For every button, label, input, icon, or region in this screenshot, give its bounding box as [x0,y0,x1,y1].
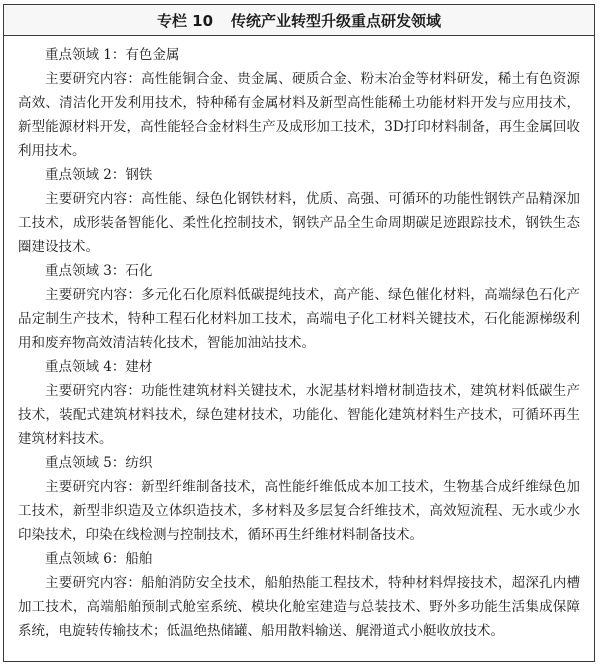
section-textile [18,451,580,547]
section-title: 重点领域 6：船舶 [45,551,153,567]
section-body: 主要研究内容：多元化石化原料低碳提纯技术，高产能、绿色催化材料，高端绿色石化产品定制生产技术，特种工程石化材料加工技术，高端电子化工材料关键技术，石化能源梯级利用和废弃物高效清洁转化技术，智能加油站技术。 [18,287,580,351]
box-label: 专栏 10 [156,11,214,30]
section-title: 重点领域 5：纺织 [45,455,153,471]
section-petrochemical [18,259,580,355]
section-body: 主要研究内容：船舶消防安全技术，船舶热能工程技术，特种材料焊接技术，超深孔内槽加工技术，高端船舶预制式舱室系统、模块化舱室建造与总装技术、野外多功能生活集成保障系统，电旋转传输技术；低温绝热储罐、船用散料输送、艉滑道式小艇收放技术。 [18,575,580,639]
box-header [4,5,594,36]
section-title: 重点领域 1：有色金属 [45,47,180,63]
section-body: 主要研究内容：新型纤维制备技术，高性能纤维低成本加工技术，生物基合成纤维绿色加工技术，新型非织造及立体织造技术，多材料及多层复合纤维技术，高效短流程、无水或少水印染技术，印染在线检测与控制技术，循环再生纤维材料制备技术。 [18,479,580,543]
section-shipbuilding [18,547,580,643]
section-body: 主要研究内容：高性能、绿色化钢铁材料，优质、高强、可循环的功能性钢铁产品精深加工技术，成形装备智能化、柔性化控制技术，钢铁产品全生命周期碳足迹跟踪技术，钢铁生态圈建设技术。 [18,191,580,255]
section-steel [18,163,580,259]
feature-box [3,4,595,662]
section-body: 主要研究内容：功能性建筑材料关键技术，水泥基材料增材制造技术，建筑材料低碳生产技术，装配式建筑材料技术，绿色建材技术，功能化、智能化建筑材料生产技术，可循环再生建筑材料技术。 [18,383,580,447]
section-body: 主要研究内容：高性能铜合金、贵金属、硬质合金、粉末冶金等材料研发，稀土有色资源高效、清洁化开发利用技术，特种稀有金属材料及新型高性能稀土功能材料开发与应用技术，新型能源材料开发，高性能轻合金材料生产及成形加工技术，3D打印材料制备，再生金属回收利用技术。 [18,71,580,159]
section-title: 重点领域 3：石化 [45,263,153,279]
section-building-materials [18,355,580,451]
box-title: 传统产业转型升级重点研发领域 [231,11,442,30]
section-title: 重点领域 4：建材 [45,359,153,375]
box-content [4,36,594,643]
section-title: 重点领域 2：钢铁 [45,167,153,183]
section-nonferrous [18,43,580,163]
